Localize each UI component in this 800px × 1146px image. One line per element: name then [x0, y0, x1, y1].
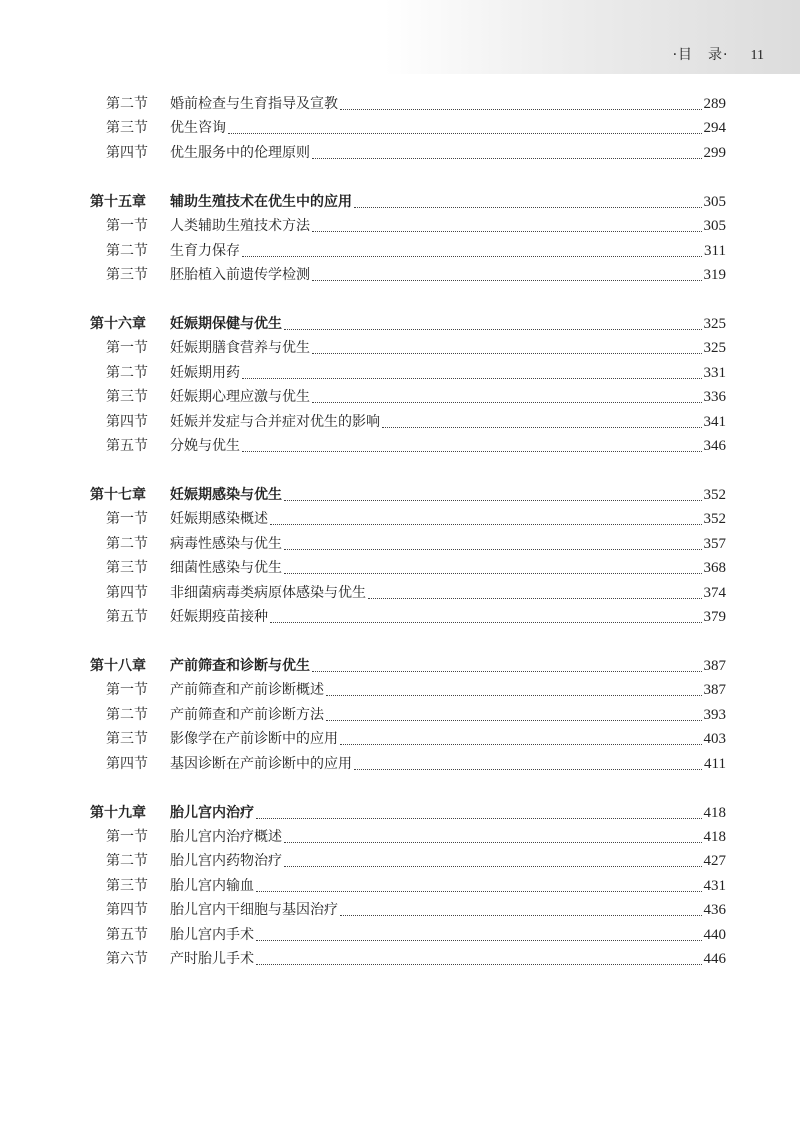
entry-title: 辅助生殖技术在优生中的应用 [170, 193, 352, 210]
dot-leader [242, 255, 702, 257]
toc-section-entry[interactable] [90, 336, 726, 360]
entry-title: 产前筛查和产前诊断概述 [170, 682, 324, 699]
entry-number: 第三节 [106, 560, 148, 577]
entry-title: 妊娠期感染与优生 [170, 487, 282, 503]
dot-leader [312, 230, 702, 232]
dot-leader [242, 377, 702, 379]
toc-section-entry[interactable] [90, 898, 726, 922]
dot-leader [312, 279, 702, 281]
dot-leader [312, 157, 702, 159]
dot-leader [284, 841, 702, 843]
entry-title: 生育力保存 [170, 242, 240, 259]
entry-title: 分娩与优生 [170, 438, 240, 454]
entry-page-number: 387 [703, 658, 726, 674]
entry-title: 妊娠并发症与合并症对优生的影响 [170, 413, 380, 430]
toc-section-entry[interactable] [90, 410, 726, 434]
entry-page-number: 352 [703, 511, 726, 528]
entry-page-number: 341 [703, 413, 726, 430]
entry-page-number: 325 [703, 340, 726, 357]
entry-page-number: 393 [703, 706, 726, 723]
dot-leader [354, 206, 702, 208]
entry-number: 第六节 [106, 951, 148, 967]
dot-leader [382, 426, 702, 428]
entry-number: 第二节 [106, 535, 148, 552]
entry-title: 产前筛查和诊断与优生 [170, 658, 310, 674]
running-head [673, 44, 764, 64]
entry-number: 第十九章 [90, 804, 146, 821]
toc-chapter-entry[interactable] [90, 801, 726, 825]
toc-chapter-entry[interactable] [90, 190, 726, 214]
dot-leader [368, 597, 702, 599]
entry-page-number: 387 [703, 682, 726, 699]
toc-section-entry[interactable] [90, 727, 726, 751]
entry-number: 第十八章 [90, 658, 146, 674]
dot-leader [284, 572, 702, 574]
dot-leader [312, 352, 702, 354]
entry-number: 第二节 [106, 96, 148, 112]
toc-section-entry[interactable] [90, 361, 726, 385]
dot-leader [284, 328, 702, 330]
dot-leader [326, 719, 702, 721]
entry-page-number: 431 [703, 877, 726, 894]
page-number: 11 [750, 48, 764, 63]
entry-page-number: 325 [703, 316, 726, 332]
entry-page-number: 331 [703, 364, 726, 381]
entry-number: 第三节 [106, 267, 148, 283]
toc-section-entry[interactable] [90, 874, 726, 898]
toc-section-entry[interactable] [90, 214, 726, 238]
dot-leader [326, 694, 702, 696]
entry-page-number: 379 [703, 609, 726, 625]
dot-leader [340, 743, 702, 745]
entry-title: 细菌性感染与优生 [170, 560, 282, 577]
toc-section-entry[interactable] [90, 385, 726, 409]
entry-page-number: 446 [703, 951, 726, 967]
entry-page-number: 418 [703, 829, 726, 845]
entry-title: 产时胎儿手术 [170, 951, 254, 967]
entry-number: 第十五章 [90, 193, 146, 210]
entry-number: 第四节 [106, 144, 148, 161]
entry-page-number: 294 [703, 120, 726, 137]
dot-leader [284, 499, 702, 501]
dot-leader [256, 817, 702, 819]
entry-page-number: 336 [703, 389, 726, 406]
entry-title: 妊娠期疫苗接种 [170, 609, 268, 625]
dot-leader [256, 890, 702, 892]
entry-page-number: 403 [703, 731, 726, 748]
entry-page-number: 368 [703, 560, 726, 577]
toc-chapter-entry[interactable] [90, 312, 726, 336]
entry-page-number: 299 [703, 144, 726, 161]
dot-leader [354, 768, 702, 770]
entry-title: 胎儿宫内输血 [170, 877, 254, 894]
entry-page-number: 352 [703, 487, 726, 503]
entry-title: 婚前检查与生育指导及宣教 [170, 96, 338, 112]
entry-number: 第二节 [106, 364, 148, 381]
entry-number: 第四节 [106, 584, 148, 601]
toc-section-entry[interactable] [90, 605, 726, 629]
toc-section-entry[interactable] [90, 849, 726, 873]
dot-leader [312, 401, 702, 403]
toc-section-entry[interactable] [90, 434, 726, 458]
dot-leader [270, 621, 702, 623]
entry-title: 妊娠期保健与优生 [170, 316, 282, 332]
entry-page-number: 319 [703, 267, 726, 283]
entry-title: 非细菌病毒类病原体感染与优生 [170, 584, 366, 601]
entry-number: 第三节 [106, 120, 148, 137]
toc-section-entry[interactable] [90, 923, 726, 947]
toc-section-entry[interactable] [90, 507, 726, 531]
entry-title: 病毒性感染与优生 [170, 535, 282, 552]
entry-number: 第三节 [106, 731, 148, 748]
entry-title: 妊娠期感染概述 [170, 511, 268, 528]
entry-title: 妊娠期膳食营养与优生 [170, 340, 310, 357]
entry-page-number: 418 [703, 804, 726, 821]
dot-leader [270, 523, 702, 525]
dot-leader [312, 670, 702, 672]
entry-title: 胎儿宫内手术 [170, 926, 254, 943]
entry-number: 第十六章 [90, 316, 146, 332]
entry-number: 第二节 [106, 706, 148, 723]
toc-section-entry[interactable] [90, 752, 726, 776]
toc-chapter-entry[interactable] [90, 654, 726, 678]
toc-chapter-entry[interactable] [90, 483, 726, 507]
entry-page-number: 346 [703, 438, 726, 454]
toc-section-entry[interactable] [90, 678, 726, 702]
entry-page-number: 311 [704, 242, 726, 259]
entry-number: 第十七章 [90, 487, 146, 503]
entry-title: 胎儿宫内治疗概述 [170, 829, 282, 845]
entry-number: 第二节 [106, 242, 148, 259]
entry-number: 第一节 [106, 340, 148, 357]
entry-page-number: 305 [703, 193, 726, 210]
entry-page-number: 374 [703, 584, 726, 601]
entry-title: 人类辅助生殖技术方法 [170, 218, 310, 235]
entry-title: 妊娠期心理应激与优生 [170, 389, 310, 406]
toc-section-entry[interactable] [90, 947, 726, 971]
entry-number: 第五节 [106, 438, 148, 454]
entry-number: 第二节 [106, 853, 148, 870]
entry-number: 第四节 [106, 755, 148, 772]
dot-leader [256, 939, 702, 941]
dot-leader [284, 548, 702, 550]
entry-title: 基因诊断在产前诊断中的应用 [170, 755, 352, 772]
entry-number: 第三节 [106, 389, 148, 406]
entry-title: 产前筛查和产前诊断方法 [170, 706, 324, 723]
toc-section-entry[interactable] [90, 532, 726, 556]
entry-page-number: 440 [703, 926, 726, 943]
dot-leader [228, 132, 702, 134]
toc-section-entry[interactable] [90, 556, 726, 580]
entry-title: 优生咨询 [170, 120, 226, 137]
entry-number: 第一节 [106, 829, 148, 845]
toc-section-entry[interactable] [90, 92, 726, 116]
entry-title: 胎儿宫内治疗 [170, 804, 254, 821]
toc-section-entry[interactable] [90, 239, 726, 263]
toc-section-entry[interactable] [90, 703, 726, 727]
toc-section-entry[interactable] [90, 263, 726, 287]
dot-leader [256, 963, 702, 965]
dot-leader [340, 914, 702, 916]
entry-number: 第三节 [106, 877, 148, 894]
entry-number: 第四节 [106, 413, 148, 430]
entry-number: 第五节 [106, 609, 148, 625]
toc-section-entry[interactable] [90, 141, 726, 165]
entry-title: 影像学在产前诊断中的应用 [170, 731, 338, 748]
dot-leader [242, 450, 702, 452]
running-head-title: ·目 录· [672, 47, 729, 63]
entry-page-number: 357 [703, 535, 726, 552]
entry-page-number: 411 [704, 755, 726, 772]
entry-page-number: 427 [703, 853, 726, 870]
dot-leader [340, 108, 702, 110]
toc-section-entry[interactable] [90, 581, 726, 605]
entry-number: 第一节 [106, 511, 148, 528]
entry-title: 胎儿宫内药物治疗 [170, 853, 282, 870]
entry-number: 第五节 [106, 926, 148, 943]
entry-page-number: 436 [703, 902, 726, 919]
toc-section-entry[interactable] [90, 825, 726, 849]
entry-number: 第一节 [106, 682, 148, 699]
entry-page-number: 289 [703, 96, 726, 112]
entry-number: 第一节 [106, 218, 148, 235]
entry-page-number: 305 [703, 218, 726, 235]
entry-title: 优生服务中的伦理原则 [170, 144, 310, 161]
entry-title: 妊娠期用药 [170, 364, 240, 381]
entry-number: 第四节 [106, 902, 148, 919]
dot-leader [284, 865, 702, 867]
entry-title: 胎儿宫内干细胞与基因治疗 [170, 902, 338, 919]
toc-section-entry[interactable] [90, 116, 726, 140]
entry-title: 胚胎植入前遗传学检测 [170, 267, 310, 283]
